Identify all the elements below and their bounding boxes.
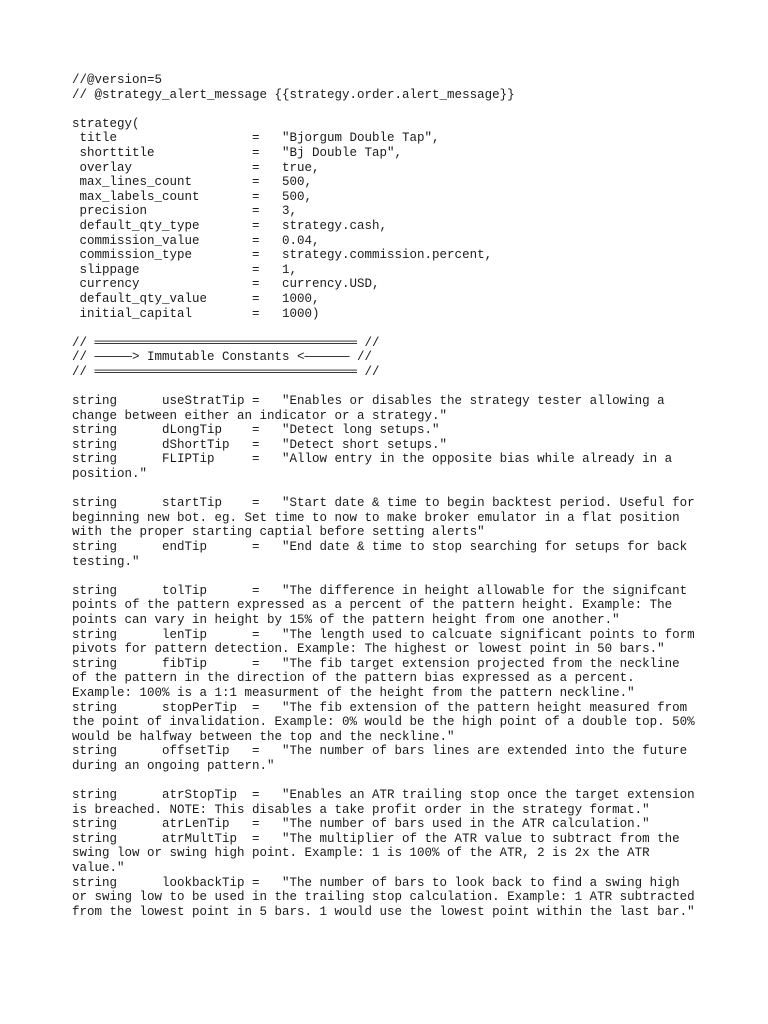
code-line: with the proper starting captial before setting alerts" [72, 525, 485, 540]
code-line: string stopPerTip = "The fib extension of the pattern height measured from [72, 700, 688, 715]
code-line: precision = 3, [72, 204, 298, 219]
code-listing [72, 73, 732, 919]
code-line: the point of invalidation. Example: 0% would be the high point of a double top. 50% [72, 715, 695, 730]
code-line: // @strategy_alert_message {{strategy.order.alert_message}} [72, 87, 515, 102]
code-line [72, 379, 732, 394]
code-line: testing." [72, 554, 140, 569]
code-line: string atrStopTip = "Enables an ATR trailing stop once the target extension [72, 788, 695, 803]
code-line: swing low or swing high point. Example: 1 is 100% of the ATR, 2 is 2x the ATR [72, 846, 650, 861]
code-line [72, 482, 732, 497]
code-line: commission_type = strategy.commission.percent, [72, 248, 493, 263]
code-line [72, 321, 732, 336]
code-line: string lookbackTip = "The number of bars to look back to find a swing high [72, 875, 680, 890]
code-line: strategy( [72, 116, 140, 131]
code-line: // ═══════════════════════════════════ // [72, 335, 380, 350]
code-line: pivots for pattern detection. Example: The highest or lowest point in 50 bars." [72, 642, 665, 657]
code-line: string endTip = "End date & time to stop searching for setups for back [72, 540, 688, 554]
code-line: initial_capital = 1000) [72, 306, 320, 321]
code-line: string useStratTip = "Enables or disables the strategy tester allowing a [72, 394, 665, 409]
code-line: string offsetTip = "The number of bars lines are extended into the future [72, 744, 688, 759]
code-line: value." [72, 861, 125, 876]
code-line: string dLongTip = "Detect long setups." [72, 423, 440, 438]
code-line [72, 102, 732, 117]
code-line: string FLIPTip = "Allow entry in the opposite bias while already in a [72, 452, 673, 467]
code-line: change between either an indicator or a strategy." [72, 408, 448, 423]
code-line: points of the pattern expressed as a percent of the pattern height. Example: The [72, 598, 673, 613]
code-line: shorttitle = "Bj Double Tap", [72, 145, 403, 160]
code-line: // —————> Immutable Constants <—————— // [72, 350, 373, 365]
code-line: max_labels_count = 500, [72, 189, 313, 204]
code-line: points can vary in height by 15% of the pattern height from one another." [72, 612, 620, 627]
code-line: or swing low to be used in the trailing stop calculation. Example: 1 ATR subtracted [72, 890, 695, 905]
code-line: Example: 100% is a 1:1 measurment of the height from the pattern neckline." [72, 685, 635, 700]
code-line: // ═══════════════════════════════════ // [72, 364, 380, 379]
code-line: string dShortTip = "Detect short setups." [72, 437, 448, 452]
code-line: string tolTip = "The difference in height allowable for the signifcant [72, 583, 688, 598]
code-line: string fibTip = "The fib target extension projected from the neckline [72, 656, 680, 671]
code-line: during an ongoing pattern." [72, 758, 275, 773]
code-line: overlay = true, [72, 160, 320, 175]
code-line: of the pattern in the direction of the pattern bias expressed as a percent. [72, 671, 635, 686]
code-line: commission_value = 0.04, [72, 233, 320, 248]
code-line [72, 774, 732, 789]
code-line: beginning new bot. eg. Set time to now to make broker emulator in a flat position [72, 510, 680, 525]
code-line: max_lines_count = 500, [72, 175, 313, 190]
code-line: default_qty_value = 1000, [72, 291, 320, 306]
code-line: string lenTip = "The length used to calcuate significant points to form [72, 627, 695, 642]
code-line: //@version=5 [72, 73, 163, 87]
code-line: title = "Bjorgum Double Tap", [72, 131, 440, 146]
code-line: string startTip = "Start date & time to begin backtest period. Useful for [72, 496, 695, 511]
code-line: string atrMultTip = "The multiplier of the ATR value to subtract from the [72, 831, 680, 846]
code-line: would be halfway between the top and the neckline." [72, 729, 455, 744]
code-line: string atrLenTip = "The number of bars used in the ATR calculation." [72, 817, 650, 832]
code-line: from the lowest point in 5 bars. 1 would use the lowest point within the last bar." [72, 904, 695, 919]
code-line: currency = currency.USD, [72, 277, 380, 292]
code-line: position." [72, 467, 148, 482]
code-line: is breached. NOTE: This disables a take profit order in the strategy format." [72, 802, 650, 817]
code-line [72, 569, 732, 584]
code-line: slippage = 1, [72, 262, 298, 277]
code-line: default_qty_type = strategy.cash, [72, 218, 388, 233]
